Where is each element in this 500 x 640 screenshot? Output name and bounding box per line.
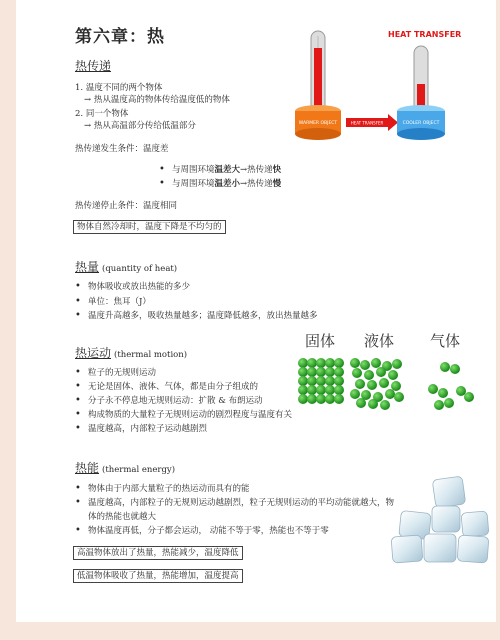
particle <box>438 388 448 398</box>
rule-bold: 慢 <box>272 179 282 189</box>
list-item: • 温度越高，内部粒子的无规则运动越剧烈，粒子无规则运动的平均动能就越大，物 <box>88 497 394 509</box>
particle <box>350 358 360 368</box>
particle <box>434 400 444 410</box>
particle <box>380 400 390 410</box>
boxed-note: 物体自然冷却时，温度下降是不均匀的 <box>73 220 226 234</box>
phase-label-solid: 固体 <box>305 332 336 350</box>
energy-heading-en: (thermal energy) <box>102 465 176 475</box>
energy-heading <box>75 459 175 476</box>
list-item-1 <box>75 82 162 94</box>
heat-transfer-heading: 热传递 <box>75 59 112 73</box>
arrow-label: HEAT TRANSFER <box>350 120 384 126</box>
list-item-2 <box>75 108 128 120</box>
particle <box>334 394 344 404</box>
rule-bold: 温差大 <box>214 165 241 175</box>
page-title: 第六章：热 <box>75 27 165 47</box>
rule-bold: 温差小 <box>214 179 241 189</box>
list-item-text: 温度不同的两个物体 <box>85 83 163 93</box>
list-item: • 无论是固体、液体、气体，都是由分子组成的 <box>88 381 258 393</box>
rule-text: 与周围环境 <box>172 165 215 175</box>
phase-label-liquid: 液体 <box>364 332 395 350</box>
list-item: • 温度越高，内部粒子运动越剧烈 <box>88 423 207 435</box>
particle <box>367 380 377 390</box>
rule-bold: 快 <box>272 165 282 175</box>
particle <box>379 378 389 388</box>
list-item: • 单位：焦耳（J） <box>88 296 151 308</box>
list-item: • 分子永不停息地无规则运动：扩散 & 布朗运动 <box>88 395 262 407</box>
particle <box>464 392 474 402</box>
particle <box>440 362 450 372</box>
particle <box>428 384 438 394</box>
particle <box>360 360 370 370</box>
gas-particles <box>426 358 476 410</box>
particle <box>376 367 386 377</box>
rule-small-diff <box>172 178 281 190</box>
heat-transfer-arrow <box>346 114 398 131</box>
liquid-particles <box>350 358 406 408</box>
particle <box>450 364 460 374</box>
stop-condition-text: 热传递停止条件：温度相同 <box>75 201 178 211</box>
boxed-note: 高温物体放出了热量，热能减少，温度降低 <box>73 546 243 560</box>
particle <box>356 398 366 408</box>
ice-cubes-illustration <box>388 468 496 568</box>
rule-large-diff <box>172 164 281 176</box>
particle <box>444 398 454 408</box>
figure-title: HEAT TRANSFER <box>388 30 462 39</box>
warmer-object-label: WARMER OBJECT <box>298 121 338 126</box>
particle <box>352 368 362 378</box>
list-item: • 构成物质的大量粒子无规则运动的剧烈程度与温度有关 <box>88 409 292 421</box>
particle <box>364 370 374 380</box>
rule-text: 与周围环境 <box>172 179 215 189</box>
particle <box>355 379 365 389</box>
list-item-text: 同一个物体 <box>85 109 129 119</box>
quantity-heading <box>75 258 177 275</box>
list-item-continued: 体的热能也就越大 <box>88 512 157 522</box>
condition-text: 热传递发生条件：温度差 <box>75 144 169 154</box>
rule-text: →热传递 <box>240 179 273 189</box>
particle <box>368 399 378 409</box>
phase-label-gas: 气体 <box>430 332 461 350</box>
rule-text: →热传递 <box>240 165 273 175</box>
list-item: • 温度升高越多，吸收热量越多；温度降低越多，放出热量越多 <box>88 310 318 322</box>
quantity-heading-zh: 热量 <box>75 260 100 274</box>
list-item: • 物体由于内部大量粒子的热运动而具有的能 <box>88 483 250 495</box>
warm-thermometer <box>311 31 325 114</box>
cool-thermometer <box>414 46 428 114</box>
list-item-sub: → 热从高温部分传给低温部分 <box>84 121 196 131</box>
motion-heading-zh: 热运动 <box>75 346 112 360</box>
list-item: • 物体吸收或放出热能的多少 <box>88 281 190 293</box>
motion-heading-en: (thermal motion) <box>114 350 188 360</box>
list-item: • 物体温度再低，分子都会运动， 动能不等于零，热能也不等于零 <box>88 525 329 537</box>
boxed-note: 低温物体吸收了热量，热能增加，温度提高 <box>73 569 243 583</box>
quantity-heading-en: (quantity of heat) <box>102 264 178 274</box>
particle <box>394 392 404 402</box>
list-item-number: 1. <box>75 83 84 93</box>
heat-transfer-illustration <box>288 26 462 150</box>
cooler-object-label: COOLER OBJECT <box>402 121 440 126</box>
warmer-object-block <box>295 105 341 140</box>
particle <box>388 370 398 380</box>
energy-heading-zh: 热能 <box>75 461 100 475</box>
particle <box>392 359 402 369</box>
motion-heading <box>75 344 187 361</box>
solid-particles <box>298 358 346 408</box>
list-item: • 粒子的无规则运动 <box>88 367 156 379</box>
list-item-number: 2. <box>75 109 84 119</box>
list-item-sub: → 热从温度高的物体传给温度低的物体 <box>84 95 230 105</box>
cooler-object-block <box>397 105 445 140</box>
